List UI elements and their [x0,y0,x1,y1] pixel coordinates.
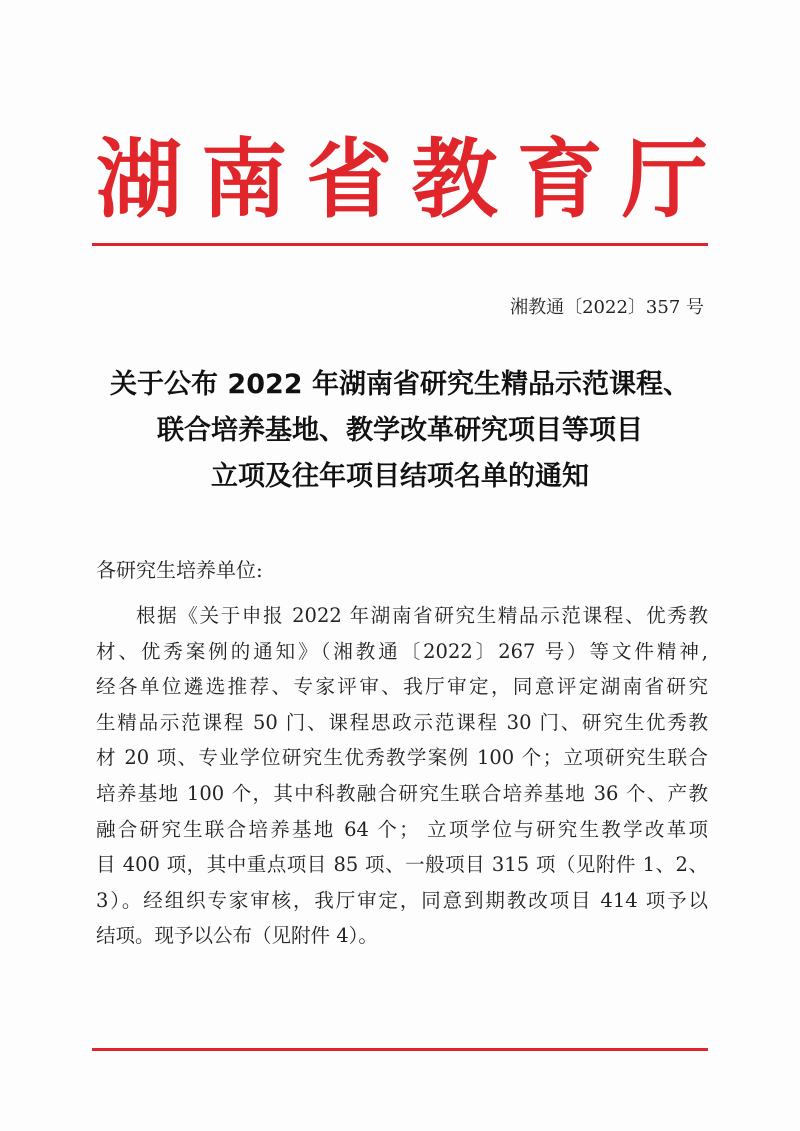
body-line: 目 400 项，其中重点项目 85 项、一般项目 315 项（见附件 1、2、 [96,853,708,877]
body-line: 经各单位遴选推荐、专家评审、我厅审定，同意评定湖南省研究 [96,675,708,699]
salutation: 各研究生培养单位: [96,558,263,582]
body-line: 材 20 项、专业学位研究生优秀教学案例 100 个；立项研究生联合 [96,746,708,770]
red-divider-top [92,243,708,246]
masthead-char: 厅 [621,129,708,230]
body-line: 融合研究生联合培养基地 64 个； 立项学位与研究生教学改革项 [96,817,708,841]
body-line: 结项。现予以公布（见附件 4）。 [96,924,378,948]
masthead-char: 湖 [96,129,182,230]
document-number: 湘教通〔2022〕357 号 [510,297,704,318]
body-paragraph [96,598,708,954]
body-line: 生精品示范课程 50 门、课程思政示范课程 30 门、研究生优秀教 [96,710,708,734]
masthead [96,130,708,230]
body-line: 3）。经组织专家审核，我厅审定，同意到期教改项目 414 项予以 [96,888,708,912]
body-line: 培养基地 100 个，其中科教融合研究生联合培养基地 36 个、产教 [96,781,708,805]
document-title [70,362,730,500]
body-line: 根据《关于申报 2022 年湖南省研究生精品示范课程、优秀教 [136,604,708,627]
title-line: 关于公布 2022 年湖南省研究生精品示范课程、 [110,369,690,400]
title-line: 联合培养基地、教学改革研究项目等项目 [157,415,643,446]
body-line: 材、优秀案例的通知》（湘教通〔2022〕267 号）等文件精神, [96,639,708,663]
masthead-char: 南 [201,129,288,230]
masthead-char: 育 [516,129,603,230]
red-divider-bottom [92,1048,708,1051]
masthead-char: 教 [411,129,498,230]
title-line: 立项及往年项目结项名单的通知 [211,461,589,492]
masthead-char: 省 [306,129,393,230]
